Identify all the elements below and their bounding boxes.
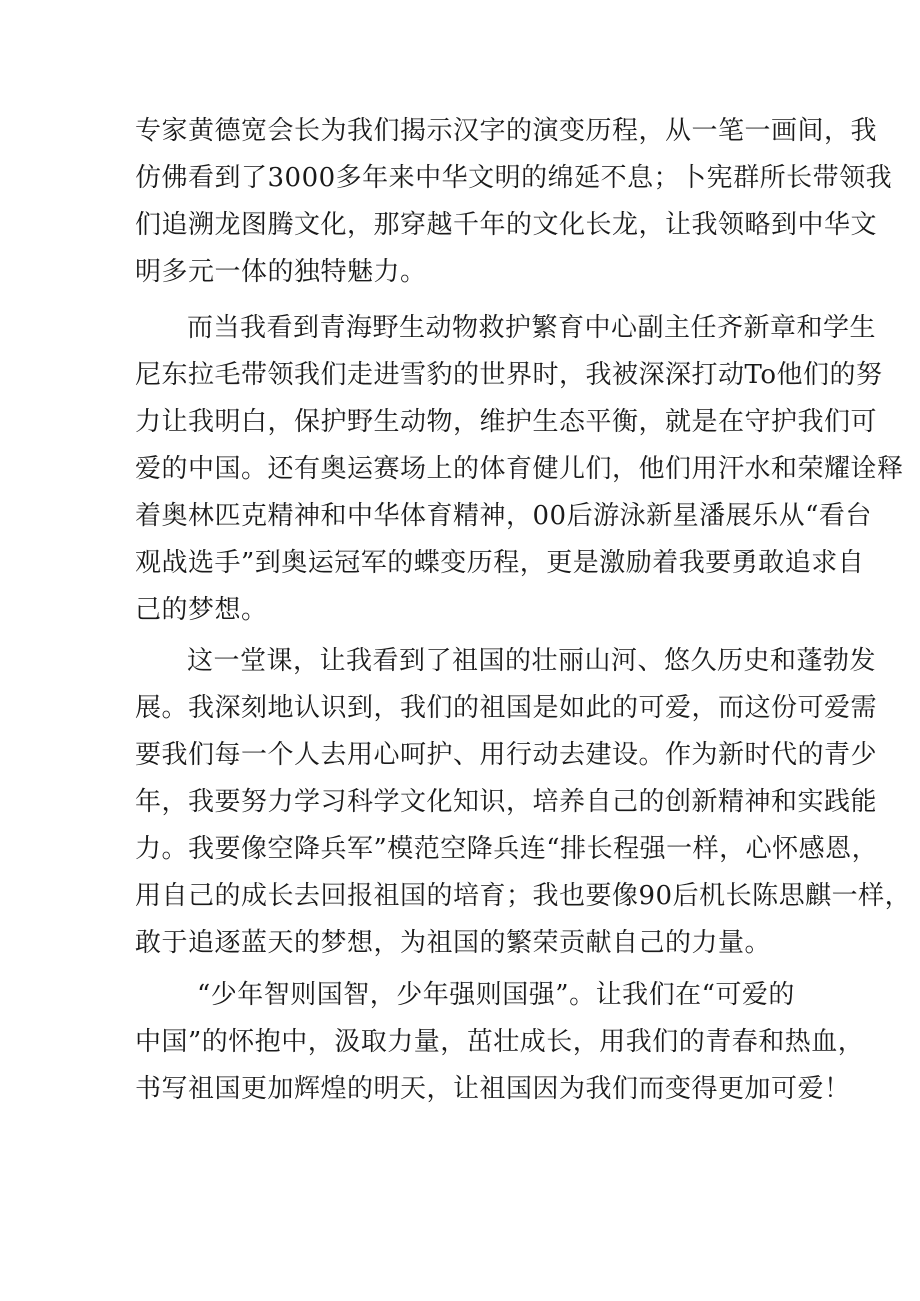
text-line: 用自己的成长去回报祖国的培育；我也要像90后机长陈思麒一样，	[135, 881, 912, 911]
text-line: “少年智则国智，少年强则国强”。让我们在“可爱的	[197, 980, 795, 1010]
paragraph-3	[135, 638, 912, 967]
text-line: 而当我看到青海野生动物救护繁育中心副主任齐新章和学生	[187, 313, 877, 343]
text-line: 们追溯龙图腾文化，那穿越千年的文化长龙，让我领略到中华文	[135, 210, 878, 240]
text-line: 力让我明白，保护野生动物，维护生态平衡，就是在守护我们可	[135, 407, 878, 437]
text-line: 书写祖国更加辉煌的明天，让祖国因为我们而变得更加可爱！	[135, 1074, 851, 1104]
text-line: 力。我要像空降兵军”模范空降兵连“排长程强一样，心怀感恩，	[135, 834, 879, 864]
text-line: 年，我要努力学习科学文化知识，培养自己的创新精神和实践能	[135, 787, 878, 817]
paragraph-4	[135, 972, 865, 1113]
text-line: 中国”的怀抱中，汲取力量，茁壮成长，用我们的青春和热血，	[135, 1027, 865, 1057]
text-line: 仿佛看到了3000多年来中华文明的绵延不息；卜宪群所长带领我	[135, 163, 893, 193]
text-line: 爱的中国。还有奥运赛场上的体育健儿们，他们用汗水和荣耀诠释	[135, 454, 904, 484]
text-line: 着奥林匹克精神和中华体育精神，00后游泳新星潘展乐从“看台	[135, 501, 872, 531]
paragraph-2	[135, 305, 904, 634]
text-line: 观战选手”到奥运冠军的蝶变历程，更是激励着我要勇敢追求自	[135, 548, 865, 578]
text-line: 展。我深刻地认识到，我们的祖国是如此的可爱，而这份可爱需	[135, 693, 878, 723]
text-line: 尼东拉毛带领我们走进雪豹的世界时，我被深深打动To他们的努	[135, 360, 883, 390]
text-line: 明多元一体的独特魅力。	[135, 257, 427, 287]
text-line: 专家黄德宽会长为我们揭示汉字的演变历程，从一笔一画间，我	[135, 116, 878, 146]
text-line: 敢于追逐蓝天的梦想，为祖国的繁荣贡献自己的力量。	[135, 928, 772, 958]
paragraph-1	[135, 108, 893, 296]
text-line: 要我们每一个人去用心呵护、用行动去建设。作为新时代的青少	[135, 740, 878, 770]
text-line: 己的梦想。	[135, 595, 268, 625]
text-line: 这一堂课，让我看到了祖国的壮丽山河、悠久历史和蓬勃发	[187, 646, 877, 676]
